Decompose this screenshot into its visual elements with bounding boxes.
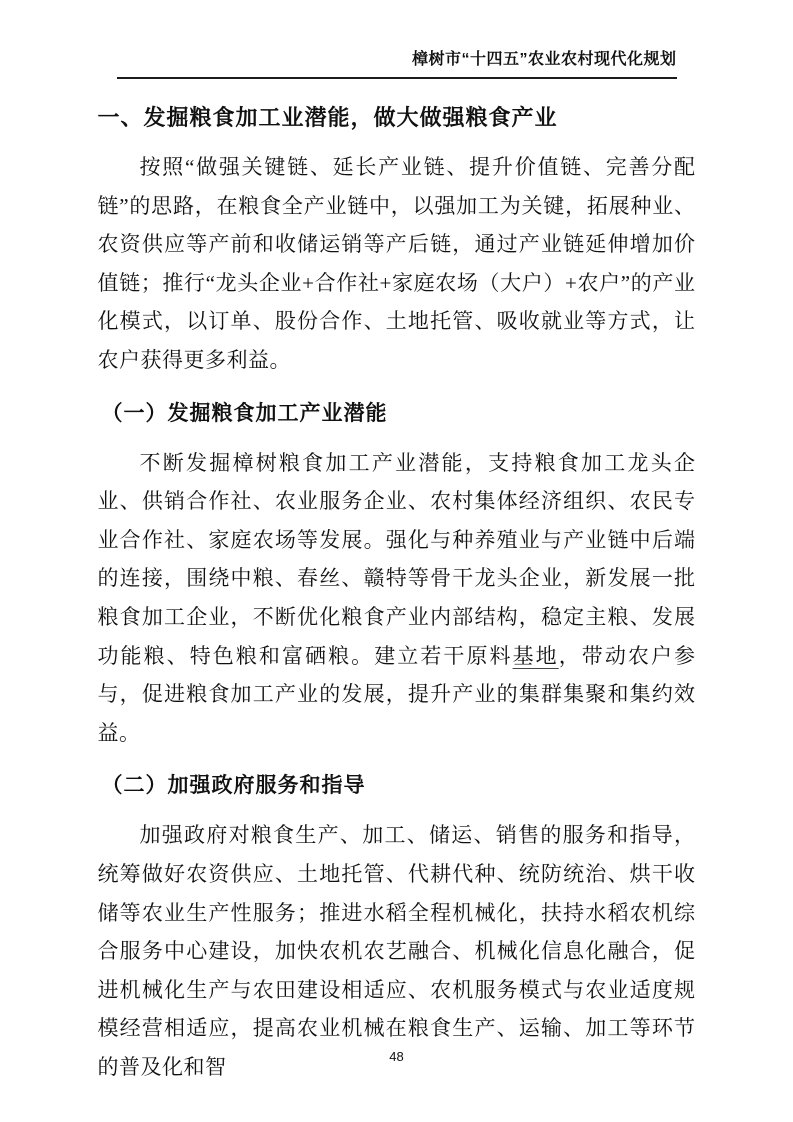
document-body (98, 104, 696, 1086)
paragraph-1: 按照“做强关键链、延长产业链、提升价值链、完善分配链”的思路，在粮食全产业链中，以强加工为关键，拓展种业、农资供应等产前和收储运销等产后链，通过产业链延伸增加价值链；推行“龙头企业+合作社+家庭农场（大户）+农户”的产业化模式，以订单、股份合作、土地托管、吸收就业等方式，让农户获得更多利益。 (97, 155, 696, 372)
header-title: 樟树市“十四五”农业农村现代化规划 (411, 51, 677, 68)
paragraph-2-text-continued: ，带动农户参与，促进粮食加工产业的发展，提升产业的集群集聚和集约效益。 (97, 643, 696, 745)
page-footer (0, 1049, 793, 1064)
paragraph-3: 加强政府对粮食生产、加工、储运、销售的服务和指导，统筹做好农资供应、土地托管、代耕代种、统防统治、烘干收储等农业生产性服务；推进水稻全程机械化，扶持水稻农机综合服务中心建设，加快农机农艺融合、机械化信息化融合，促进机械化生产与农田建设相适应、农机服务模式与农业适度规模经营相适应，提高农业机械在粮食生产、运输、加工等环节的普及化和智 (97, 823, 696, 1079)
subsection-heading-1: （一）发掘粮食加工产业潜能 (101, 400, 388, 425)
page-number: 48 (389, 1049, 404, 1064)
subsection-heading-2: （二）加强政府服务和指导 (101, 773, 366, 798)
page-header (117, 50, 677, 79)
underlined-term: 基地 (512, 643, 559, 668)
paragraph-2 (98, 444, 696, 753)
paragraph-2-text: 不断发掘樟树粮食加工产业潜能，支持粮食加工龙头企业、供销合作社、农业服务企业、农村集体经济组织、农民专业合作社、家庭农场等发展。强化与种养殖业与产业链中后端的连接，围绕中粮、春丝、赣特等骨干龙头企业，新发展一批粮食加工企业，不断优化粮食产业内部结构，稳定主粮、发展功能粮、特色粮和富硒粮。建立若干原料 (97, 450, 696, 668)
section-heading: 一、发掘粮食加工业潜能，做大做强粮食产业 (97, 105, 558, 130)
